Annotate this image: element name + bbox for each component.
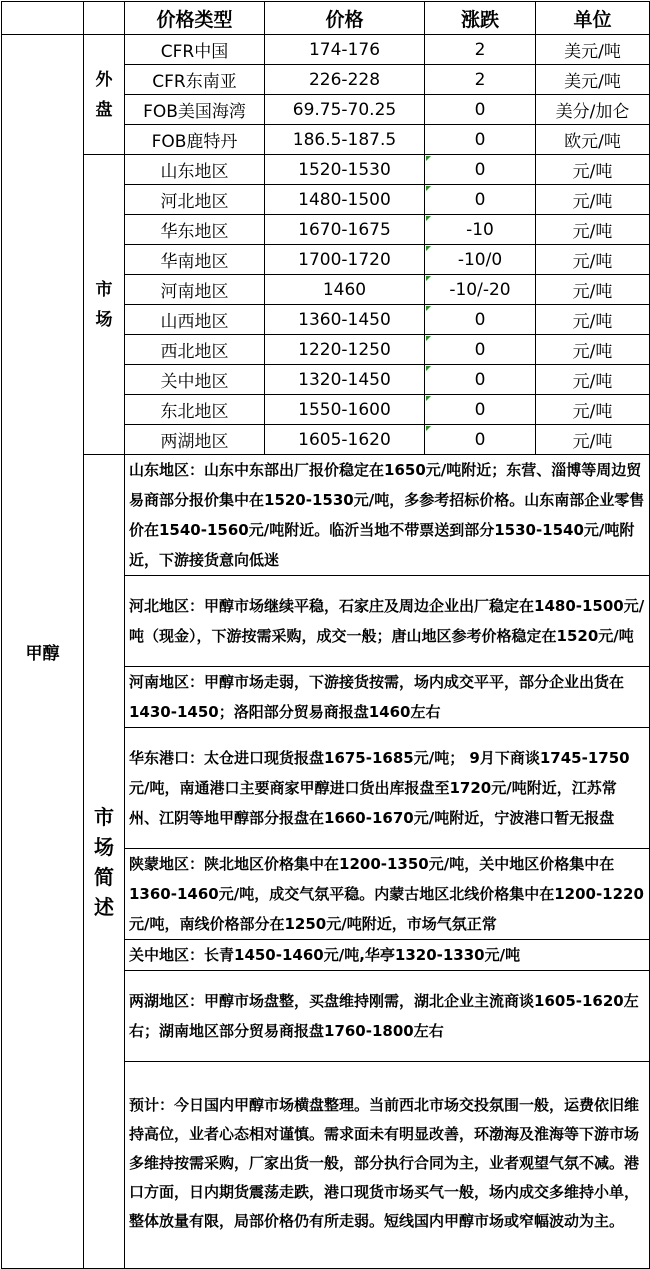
summary-text: 陕蒙地区：陕北地区价格集中在1200-1350元/吨，关中地区价格集中在1360-1460元/吨，成交气氛平稳。内蒙古地区北线价格集中在1200-1220元/吨，南线价格部分在1250元/吨附近，市场气氛正常	[125, 849, 650, 940]
change-cell	[425, 155, 536, 185]
region-cell: 华南地区	[125, 245, 265, 275]
cell-comment-marker-icon	[426, 186, 431, 191]
unit-cell: 元/吨	[536, 245, 650, 275]
change-cell	[425, 275, 536, 305]
product-name: 甲醇	[2, 35, 84, 1269]
group-market-summary	[84, 455, 125, 1269]
change-cell	[425, 365, 536, 395]
summary-row	[2, 455, 650, 576]
cell-comment-marker-icon	[426, 156, 431, 161]
group-market-summary-char: 简	[94, 864, 114, 889]
unit-cell: 元/吨	[536, 395, 650, 425]
change-cell	[425, 305, 536, 335]
price-cell: 174-176	[265, 35, 425, 65]
change-value: 0	[474, 189, 486, 210]
unit-cell: 元/吨	[536, 275, 650, 305]
change-value: -10/-20	[449, 279, 511, 300]
region-cell: 东北地区	[125, 395, 265, 425]
methanol-price-table	[1, 1, 650, 1269]
header-row	[2, 2, 650, 35]
cell-comment-marker-icon	[426, 426, 431, 431]
price-cell: 1520-1530	[265, 155, 425, 185]
summary-text: 河南地区：甲醇市场走弱，下游接货按需，场内成交平平，部分企业出货在1430-1450；洛阳部分贸易商报盘1460左右	[125, 667, 650, 728]
group-outer-market	[84, 35, 125, 155]
change-value: 0	[474, 129, 486, 150]
change-cell	[425, 335, 536, 365]
change-cell	[425, 215, 536, 245]
header-blank	[2, 2, 84, 35]
header-unit: 单位	[536, 2, 650, 35]
region-cell: CFR东南亚	[125, 65, 265, 95]
change-cell	[425, 245, 536, 275]
cell-comment-marker-icon	[426, 246, 431, 251]
change-value: 0	[474, 339, 486, 360]
unit-cell: 元/吨	[536, 365, 650, 395]
group-domestic-market	[84, 155, 125, 455]
summary-text: 山东地区：山东中东部出厂报价稳定在1650元/吨附近；东营、淄博等周边贸易商部分报价集中在1520-1530元/吨，多参考招标价格。山东南部企业零售价在1540-1560元/吨附近。临沂当地不带票送到部分1530-1540元/吨附近，下游接货意向低迷	[125, 455, 650, 576]
change-value: -10	[466, 219, 494, 240]
unit-cell: 美元/吨	[536, 35, 650, 65]
cell-comment-marker-icon	[426, 336, 431, 341]
cell-comment-marker-icon	[426, 216, 431, 221]
change-cell	[425, 95, 536, 125]
region-cell: 山东地区	[125, 155, 265, 185]
change-cell	[425, 35, 536, 65]
header-blank-2	[84, 2, 125, 35]
summary-text: 河北地区：甲醇市场继续平稳，石家庄及周边企业出厂稳定在1480-1500元/吨（现金），下游按需采购，成交一般；唐山地区参考价格稳定在1520元/吨	[125, 576, 650, 667]
summary-text: 关中地区：长青1450-1460元/吨,华亭1320-1330元/吨	[125, 940, 650, 971]
price-cell: 1220-1250	[265, 335, 425, 365]
summary-text: 华东港口：太仓进口现货报盘1675-1685元/吨； 9月下商谈1745-1750元/吨，南通港口主要商家甲醇进口货出库报盘至1720元/吨附近，江苏常州、江阴等地甲醇部分报盘在1660-1670元/吨附近，宁波港口暂无报盘	[125, 728, 650, 849]
price-cell: 1460	[265, 275, 425, 305]
forecast-text: 预计：今日国内甲醇市场横盘整理。当前西北市场交投氛围一般，运费依旧维持高位，业者心态相对谨慎。需求面未有明显改善，环渤海及淮海等下游市场多维持按需采购，厂家出货一般，部分执行合同为主，业者观望气氛不减。港口方面，日内期货震荡走跌，港口现货市场买气一般，场内成交多维持小单，整体放量有限，局部价格仍有所走弱。短线国内甲醇市场或窄幅波动为主。	[125, 1062, 650, 1269]
cell-comment-marker-icon	[426, 396, 431, 401]
group-market-summary-char: 场	[94, 834, 114, 859]
change-cell	[425, 425, 536, 455]
change-cell	[425, 125, 536, 155]
change-cell	[425, 185, 536, 215]
unit-cell: 美分/加仑	[536, 95, 650, 125]
cell-comment-marker-icon	[426, 366, 431, 371]
unit-cell: 欧元/吨	[536, 125, 650, 155]
region-cell: FOB鹿特丹	[125, 125, 265, 155]
cell-comment-marker-icon	[426, 276, 431, 281]
unit-cell: 元/吨	[536, 155, 650, 185]
price-cell: 69.75-70.25	[265, 95, 425, 125]
region-cell: 河北地区	[125, 185, 265, 215]
region-cell: 山西地区	[125, 305, 265, 335]
header-price: 价格	[265, 2, 425, 35]
change-value: 0	[474, 159, 486, 180]
region-cell: 两湖地区	[125, 425, 265, 455]
unit-cell: 元/吨	[536, 335, 650, 365]
price-cell: 1670-1675	[265, 215, 425, 245]
unit-cell: 元/吨	[536, 425, 650, 455]
region-cell: 华东地区	[125, 215, 265, 245]
group-domestic-market-char: 市	[95, 279, 113, 300]
change-cell	[425, 395, 536, 425]
group-outer-market-char: 盘	[95, 99, 113, 120]
price-cell: 1320-1450	[265, 365, 425, 395]
group-outer-market-char: 外	[95, 69, 113, 90]
price-row	[2, 155, 650, 185]
price-cell: 1700-1720	[265, 245, 425, 275]
price-cell: 1550-1600	[265, 395, 425, 425]
cell-comment-marker-icon	[426, 306, 431, 311]
region-cell: 西北地区	[125, 335, 265, 365]
price-cell: 1605-1620	[265, 425, 425, 455]
region-cell: FOB美国海湾	[125, 95, 265, 125]
region-cell: 关中地区	[125, 365, 265, 395]
unit-cell: 元/吨	[536, 305, 650, 335]
price-cell: 186.5-187.5	[265, 125, 425, 155]
change-value: 0	[474, 399, 486, 420]
change-value: 0	[474, 99, 486, 120]
group-market-summary-char: 述	[94, 894, 114, 919]
price-cell: 1480-1500	[265, 185, 425, 215]
summary-text: 两湖地区：甲醇市场盘整，买盘维持刚需，湖北企业主流商谈1605-1620左右；湖南地区部分贸易商报盘1760-1800左右	[125, 971, 650, 1062]
change-cell	[425, 65, 536, 95]
change-value: 2	[474, 69, 486, 90]
unit-cell: 美元/吨	[536, 65, 650, 95]
header-change: 涨跌	[425, 2, 536, 35]
unit-cell: 元/吨	[536, 215, 650, 245]
unit-cell: 元/吨	[536, 185, 650, 215]
change-value: 0	[474, 369, 486, 390]
change-value: 0	[474, 309, 486, 330]
price-cell: 226-228	[265, 65, 425, 95]
change-value: 2	[474, 39, 486, 60]
region-cell: 河南地区	[125, 275, 265, 305]
change-value: 0	[474, 429, 486, 450]
price-cell: 1360-1450	[265, 305, 425, 335]
region-cell: CFR中国	[125, 35, 265, 65]
group-domestic-market-char: 场	[95, 309, 113, 330]
header-type: 价格类型	[125, 2, 265, 35]
change-value: -10/0	[457, 249, 503, 270]
price-row	[2, 35, 650, 65]
group-market-summary-char: 市	[94, 804, 114, 829]
